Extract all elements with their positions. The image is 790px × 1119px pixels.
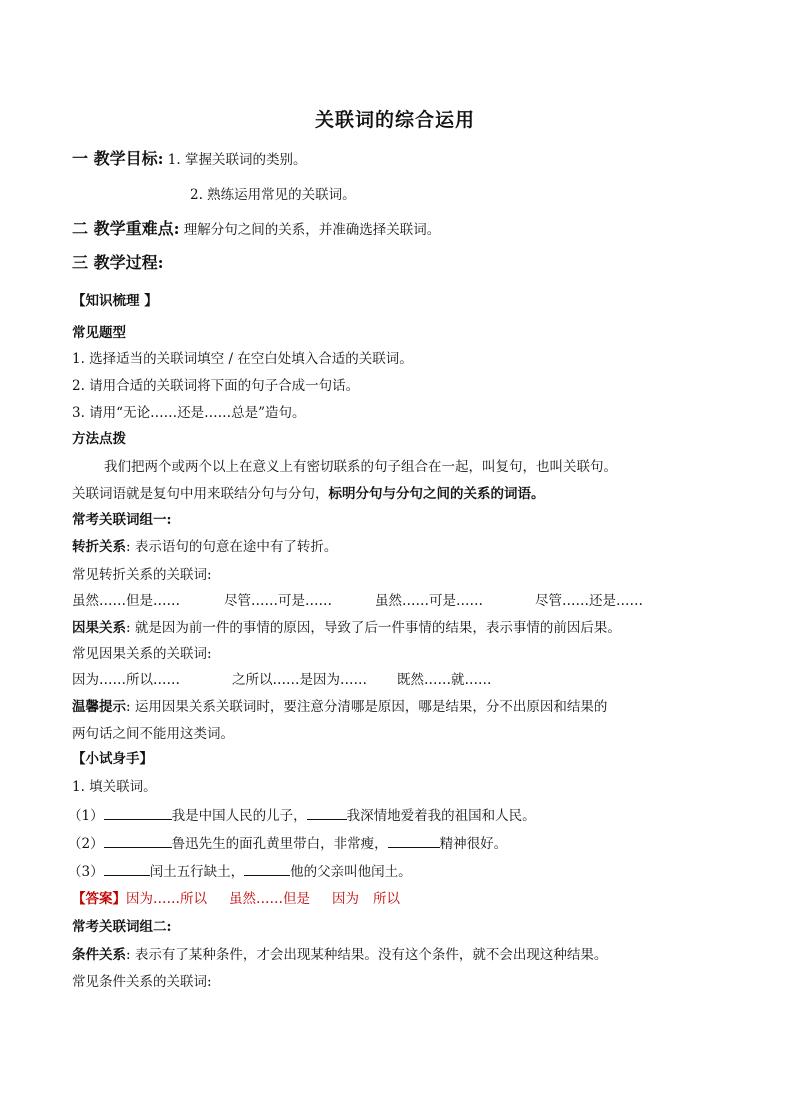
question-text: 鲁迅先生的面孔黄里带白，非常瘦， [171,836,388,852]
cause-word: 因为……所以…… [72,672,180,688]
condition-relation-text: : 表示有了某种条件，才会出现某种结果。没有这个条件，就不会出现这种结果。 [126,947,608,963]
objective-item-1: 1. 掌握关联词的类别。 [167,152,307,168]
cause-word: 之所以……是因为…… [232,672,367,688]
key-points-label: 二 教学重难点 [72,219,174,238]
knowledge-header: 【知识梳理 】 [72,293,158,309]
answer-blank[interactable] [104,862,150,876]
answer-blank[interactable] [244,862,290,876]
tip-line-1 [72,698,607,716]
cause-common-label: 常见因果关系的关联词: [72,646,212,662]
question-types-title: 常见题型 [72,325,126,341]
practice-question-1 [68,806,536,825]
cause-relation-text: : 就是因为前一件的事情的原因，导致了后一件事情的结果，表示事情的前因后果。 [126,620,621,636]
question-text: 他的父亲叫他闰土。 [290,864,412,880]
turn-word: 尽管……还是…… [535,593,643,609]
practice-header: 【小试身手】 [72,751,153,767]
answer-item: 虽然……但是 [229,891,310,907]
turn-word: 虽然……但是…… [72,593,180,609]
turn-relation-line [72,538,337,556]
turn-relation-text: : 表示语句的句意在途中有了转折。 [126,539,338,555]
cause-words-row [72,671,492,689]
answer-blank[interactable] [307,806,347,820]
turn-common-label: 常见转折关系的关联词: [72,567,212,583]
question-type-item: 2. 请用合适的关联词将下面的句子合成一句话。 [72,378,360,394]
question-text: 闰土五行缺土， [149,864,245,880]
practice-question-2 [68,834,507,853]
cause-relation-line [72,619,621,637]
cause-relation-label: 因果关系 [72,620,126,636]
turn-word: 虽然……可是…… [375,593,483,609]
method-text-plain: 关联词语就是复句中用来联结分句与分句， [72,486,329,502]
turn-words-row [72,592,643,610]
answer-item: 所以 [373,891,400,907]
answer-blank[interactable] [104,834,172,848]
key-points-colon: : [173,219,180,238]
method-paragraph-line-2 [72,485,545,503]
practice-task: 1. 填关联词。 [72,779,157,795]
key-points-text: 理解分句之间的关系，并准确选择关联词。 [183,222,441,238]
answer-label: 【答案】 [72,891,126,907]
answer-item: 因为 [332,891,359,907]
question-number: （3） [68,864,104,880]
objectives-label: 一 教学目标 [72,149,158,168]
question-type-item: 1. 选择适当的关联词填空 / 在空白处填入合适的关联词。 [72,351,413,367]
cause-word: 既然……就…… [397,672,492,688]
group2-title: 常考关联词组二: [72,919,172,935]
question-number: （2） [68,836,104,852]
objectives-colon: : [157,149,164,168]
answer-blank[interactable] [388,834,440,848]
page-title: 关联词的综合运用 [314,109,475,131]
condition-relation-line [72,946,607,964]
group1-title: 常考关联词组一: [72,512,172,528]
question-text: 我是中国人民的儿子， [171,808,307,824]
tip-line-2: 两句话之间不能用这类词。 [72,726,234,742]
objective-item-2: 2. 熟练运用常见的关联词。 [190,187,356,203]
answer-item: 因为……所以 [126,891,207,907]
answer-line [72,890,422,908]
answer-blank[interactable] [104,806,172,820]
question-text: 我深情地爱着我的祖国和人民。 [346,808,536,824]
tip-label: 温馨提示 [72,699,126,715]
condition-common-label: 常见条件关系的关联词: [72,974,212,990]
tip-text-1: : 运用因果关系关联词时，要注意分清哪是原因，哪是结果，分不出原因和结果的 [126,699,608,715]
practice-question-3 [68,862,412,881]
process-heading: 三 教学过程: [72,253,164,272]
method-text-bold: 标明分句与分句之间的关系的词语。 [328,486,545,502]
turn-relation-label: 转折关系 [72,539,126,555]
method-paragraph-line-1: 我们把两个或两个以上在意义上有密切联系的句子组合在一起，叫复句，也叫关联句。 [104,459,617,475]
turn-word: 尽管……可是…… [224,593,332,609]
objectives-line-1 [72,150,306,169]
condition-relation-label: 条件关系 [72,947,126,963]
key-points-line [72,220,440,239]
method-title: 方法点拨 [72,431,126,447]
question-text: 精神很好。 [439,836,508,852]
question-type-item: 3. 请用“无论……还是……总是”造句。 [72,405,306,421]
question-number: （1） [68,808,104,824]
